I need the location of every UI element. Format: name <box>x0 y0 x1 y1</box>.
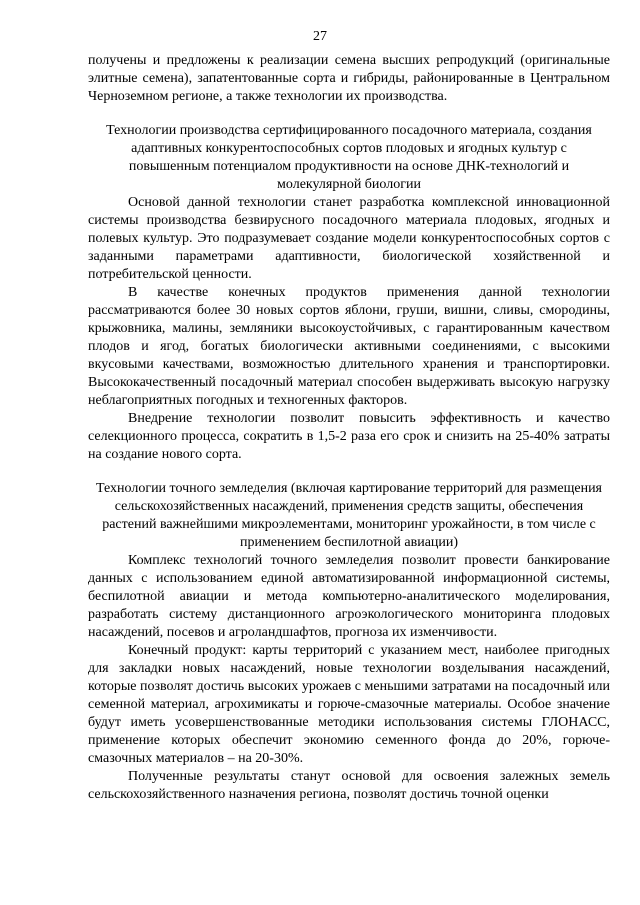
paragraph: Внедрение технологии позволит повысить эффективность и качество селекционного процесса, сократить в 1,5-2 раза его срок и снизить на 25-40% затраты на создание нового сорта. <box>88 411 610 462</box>
page-number: 27 <box>313 29 327 44</box>
spacer <box>88 464 610 480</box>
paragraph: Основой данной технологии станет разработка комплексной инновационной системы производства безвирусного посадочного материала плодовых, ягодных и полевых культур. Это подразумевает создание модели конкурентоспособных сортов с заданными параметрами адаптивности, биологической хозяйственной и потребительской ценности. <box>88 195 610 282</box>
document-body <box>88 52 610 804</box>
paragraph: Конечный продукт: карты территорий с указанием мест, наиболее пригодных для закладки новых насаждений, новые технологии возделывания насаждений, которые позволят достичь высоких урожаев с меньшими затратами на посадочный или семенной материал, агрохимикаты и горюче-смазочные материалы. Особое значение будут иметь усовершенствованные методики использования системы ГЛОНАСС, применение которых обеспечит экономию семенного фонда до 20%, горюче-смазочных материалов – на 20-30%. <box>88 643 610 766</box>
paragraph: В качестве конечных продуктов применения данной технологии рассматриваются более 30 новых сортов яблони, груши, вишни, сливы, смородины, крыжовника, малины, земляники высокоустойчивых, с гарантированным качеством плодов и ягод, богатых биологически активными соединениями, с высокими вкусовыми качествами, возможностью длительного хранения и транспортировки. Высококачественный посадочный материал способен выдерживать высокую нагрузку неблагоприятных погодных и техногенных факторов. <box>88 285 610 408</box>
section-heading-precision-farming: Технологии точного земледелия (включая картирование территорий для размещения сельскохозяйственных насаждений, применения средств защиты, обеспечения растений важнейшими микроэлементами, мониторинг урожайности, в том числе с применением беспилотной авиации) <box>95 481 603 550</box>
paragraph: Полученные результаты станут основой для освоения залежных земель сельскохозяйственного назначения региона, позволят достичь точной оценки <box>88 769 610 802</box>
paragraph: Комплекс технологий точного земледелия позволит провести банкирование данных с использованием единой автоматизированной информационной системы, беспилотной авиации и метода компьютерно-аналитического моделирования, разработать систему дистанционного агроэкологического мониторинга плодовых насаждений, посевов и агроландшафтов, прогноза их изменчивости. <box>88 553 610 640</box>
spacer <box>88 106 610 122</box>
section-heading-certified-planting-material: Технологии производства сертифицированного посадочного материала, создания адаптивных конкурентоспособных сортов плодовых и ягодных культур с повышенным потенциалом продуктивности на основе ДНК-технологий и молекулярной биологии <box>106 123 592 192</box>
intro-paragraph: получены и предложены к реализации семена высших репродукций (оригинальные элитные семена), запатентованные сорта и гибриды, районированные в Центральном Черноземном регионе, а также технологии их производства. <box>88 53 610 104</box>
